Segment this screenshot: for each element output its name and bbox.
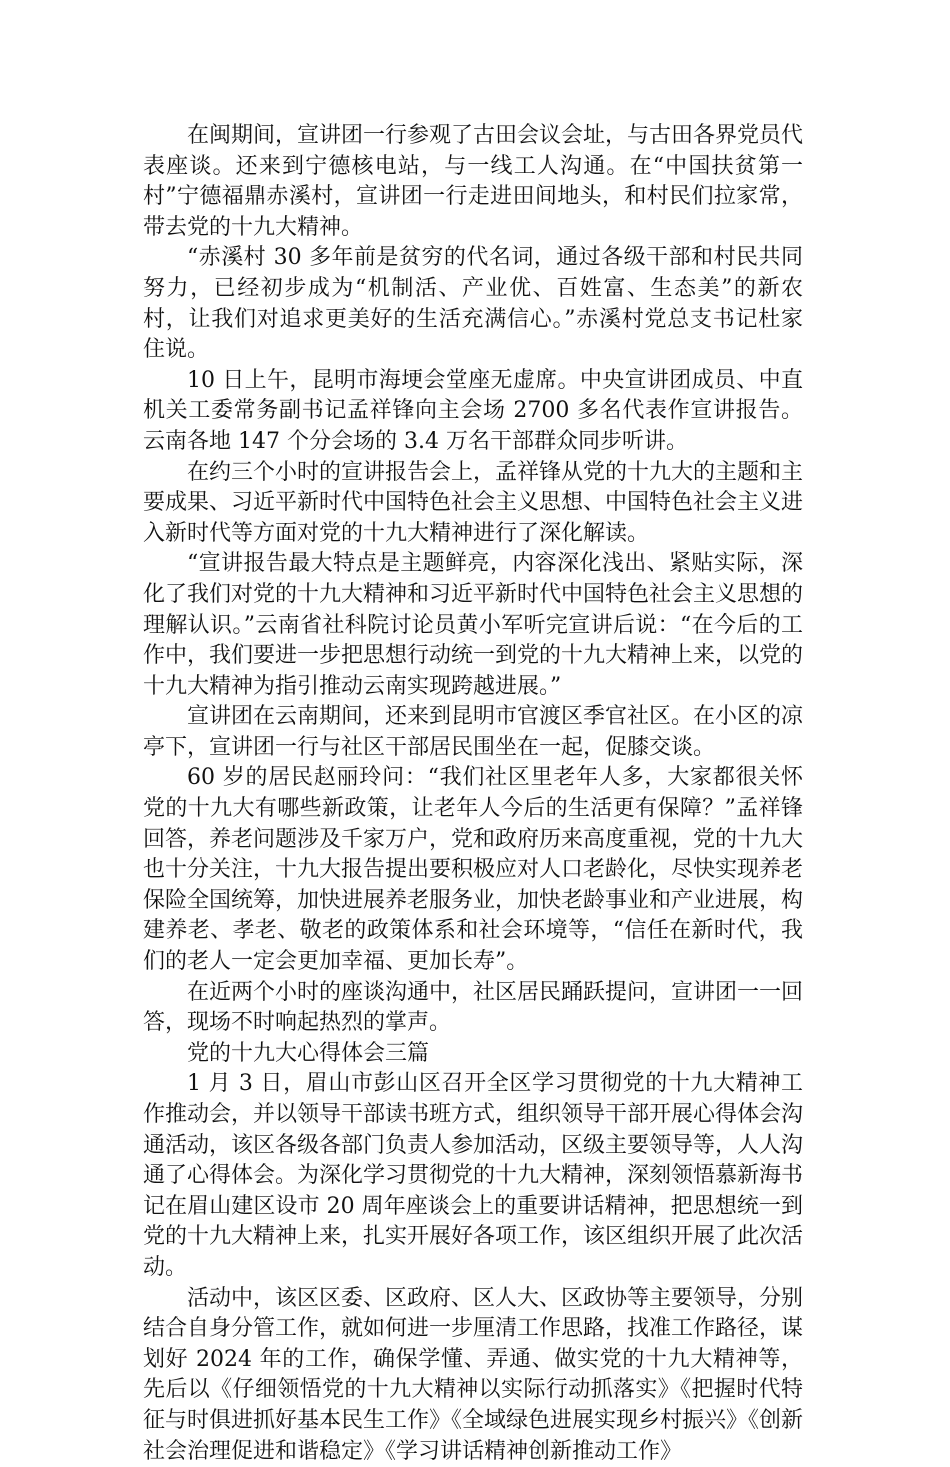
article-body	[143, 121, 803, 1467]
paragraph: 1 月 3 日，眉山市彭山区召开全区学习贯彻党的十九大精神工作推动会，并以领导干部读书班方式，组织领导干部开展心得体会沟通活动，该区各级各部门负责人参加活动，区级主要领导等，人人沟通了心得体会。为深化学习贯彻党的十九大精神，深刻领悟慕新海书记在眉山建区设市 20 周年座谈会上的重要讲话精神，把思想统一到党的十九大精神上来，扎实开展好各项工作，该区组织开展了此次活动。	[143, 1071, 804, 1280]
paragraph: 在约三个小时的宣讲报告会上，孟祥锋从党的十九大的主题和主要成果、习近平新时代中国特色社会主义思想、中国特色社会主义进入新时代等方面对党的十九大精神进行了深化解读。	[143, 459, 804, 546]
paragraph: 宣讲团在云南期间，还来到昆明市官渡区季官社区。在小区的凉亭下，宣讲团一行与社区干部居民围坐在一起，促膝交谈。	[143, 704, 804, 760]
paragraph: 活动中，该区区委、区政府、区人大、区政协等主要领导，分别结合自身分管工作，就如何进一步厘清工作思路，找准工作路径，谋划好 2024 年的工作，确保学懂、弄通、做实党的十九大精神等，先后以《仔细领悟党的十九大精神以实际行动抓落实》《把握时代特征与时俱进抓好基本民生工作》《全域绿色进展实现乡村振兴》《创新社会治理促进和谐稳定》《学习讲话精神创新推动工作》	[143, 1285, 804, 1464]
paragraph: 60 岁的居民赵丽玲问：“我们社区里老年人多，大家都很关怀党的十九大有哪些新政策，让老年人今后的生活更有保障？”孟祥锋回答，养老问题涉及千家万户，党和政府历来高度重视，党的十九大也十分关注，十九大报告提出要积极应对人口老龄化，尽快实现养老保险全国统筹，加快进展养老服务业，加快老龄事业和产业进展，构建养老、孝老、敬老的政策体系和社会环境等，“信任在新时代，我们的老人一定会更加幸福、更加长寿”。	[143, 765, 804, 975]
paragraph: “赤溪村 30 多年前是贫穷的代名词，通过各级干部和村民共同努力，已经初步成为“机制活、产业优、百姓富、生态美”的新农村，让我们对追求更美好的生活充满信心。”赤溪村党总支书记杜家住说。	[143, 245, 803, 363]
paragraph: 在闽期间，宣讲团一行参观了古田会议会址，与古田各界党员代表座谈。还来到宁德核电站，与一线工人沟通。在“中国扶贫第一村”宁德福鼎赤溪村，宣讲团一行走进田间地头，和村民们拉家常，带去党的十九大精神。	[143, 123, 804, 240]
paragraph: 10 日上午，昆明市海埂会堂座无虚席。中央宣讲团成员、中直机关工委常务副书记孟祥锋向主会场 2700 多名代表作宣讲报告。云南各地 147 个分会场的 3.4 万名干部群众同步听讲。	[143, 367, 803, 454]
paragraph: “宣讲报告最大特点是主题鲜亮，内容深化浅出、紧贴实际，深化了我们对党的十九大精神和习近平新时代中国特色社会主义思想的理解认识。”云南省社科院讨论员黄小军听完宣讲后说：“在今后的工作中，我们要进一步把思想行动统一到党的十九大精神上来，以党的十九大精神为指引推动云南实现跨越进展。”	[143, 551, 804, 699]
section-heading: 党的十九大心得体会三篇	[187, 1040, 430, 1066]
paragraph: 在近两个小时的座谈沟通中，社区居民踊跃提问，宣讲团一一回答，现场不时响起热烈的掌声。	[143, 979, 804, 1036]
